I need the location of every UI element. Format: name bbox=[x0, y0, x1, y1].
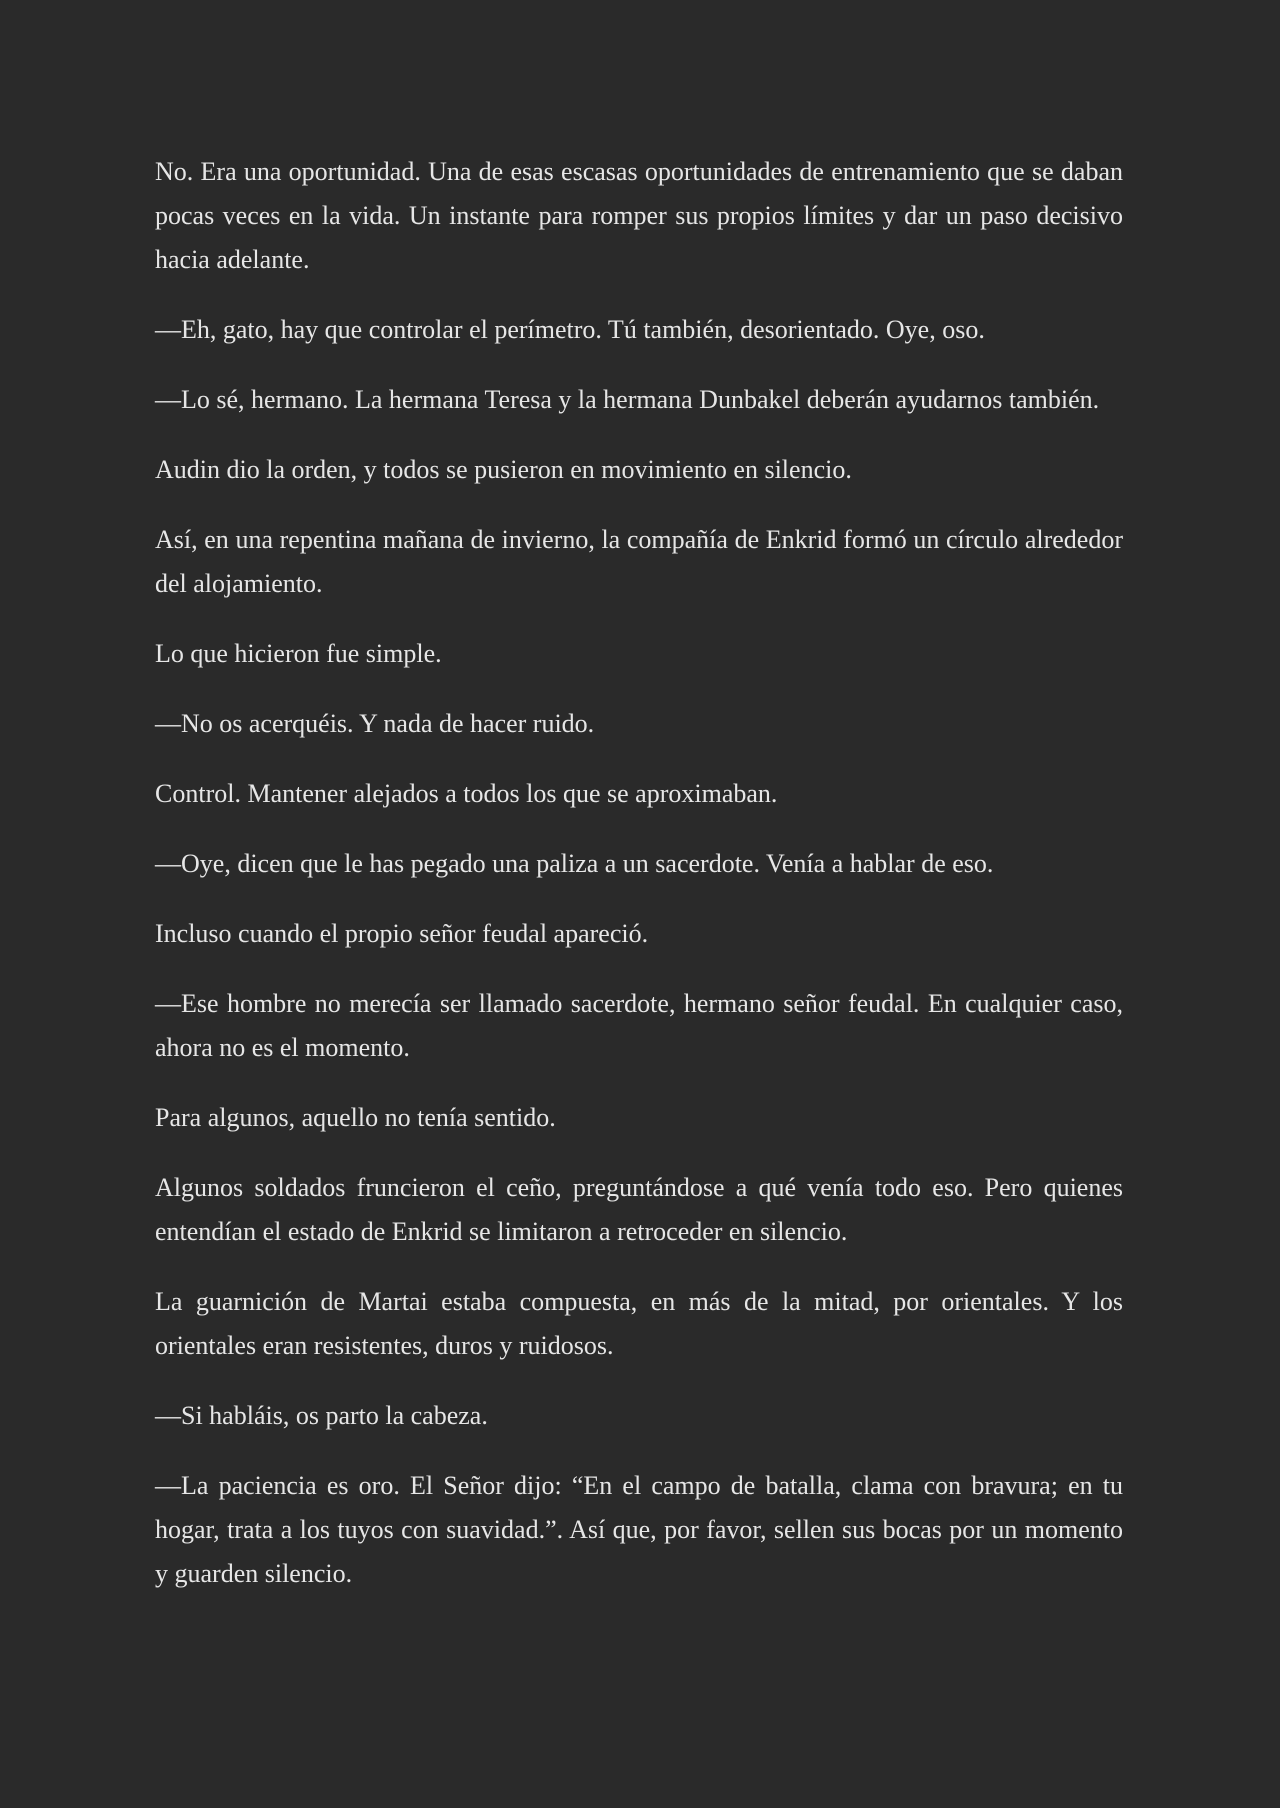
paragraph: Algunos soldados fruncieron el ceño, preguntándose a qué venía todo eso. Pero quienes entendían el estado de Enkrid se limitaron a retroceder en silencio. bbox=[155, 1173, 1123, 1246]
paragraph: Lo que hicieron fue simple. bbox=[155, 639, 442, 668]
paragraph: —Lo sé, hermano. La hermana Teresa y la hermana Dunbakel deberán ayudarnos también. bbox=[155, 385, 1100, 414]
paragraph: Control. Mantener alejados a todos los que se aproximaban. bbox=[155, 779, 778, 808]
paragraph: —Si habláis, os parto la cabeza. bbox=[155, 1401, 488, 1430]
paragraph: La guarnición de Martai estaba compuesta, en más de la mitad, por orientales. Y los orientales eran resistentes, duros y ruidosos. bbox=[155, 1287, 1123, 1360]
paragraph: —Eh, gato, hay que controlar el perímetro. Tú también, desorientado. Oye, oso. bbox=[155, 315, 985, 344]
paragraph: Incluso cuando el propio señor feudal apareció. bbox=[155, 919, 649, 948]
paragraph: Audin dio la orden, y todos se pusieron en movimiento en silencio. bbox=[155, 455, 852, 484]
paragraph: —Oye, dicen que le has pegado una paliza a un sacerdote. Venía a hablar de eso. bbox=[155, 849, 994, 878]
paragraph: Así, en una repentina mañana de invierno, la compañía de Enkrid formó un círculo alrededor del alojamiento. bbox=[155, 525, 1123, 598]
document-page bbox=[155, 150, 1123, 1622]
paragraph: No. Era una oportunidad. Una de esas escasas oportunidades de entrenamiento que se daban pocas veces en la vida. Un instante para romper sus propios límites y dar un paso decisivo hacia adelante. bbox=[155, 157, 1123, 274]
paragraph: —No os acerquéis. Y nada de hacer ruido. bbox=[155, 709, 595, 738]
paragraph: —La paciencia es oro. El Señor dijo: “En el campo de batalla, clama con bravura; en tu hogar, trata a los tuyos con suavidad.”. Así que, por favor, sellen sus bocas por un momento y guarden silencio. bbox=[155, 1471, 1123, 1588]
paragraph: —Ese hombre no merecía ser llamado sacerdote, hermano señor feudal. En cualquier caso, ahora no es el momento. bbox=[155, 989, 1123, 1062]
paragraph: Para algunos, aquello no tenía sentido. bbox=[155, 1103, 556, 1132]
